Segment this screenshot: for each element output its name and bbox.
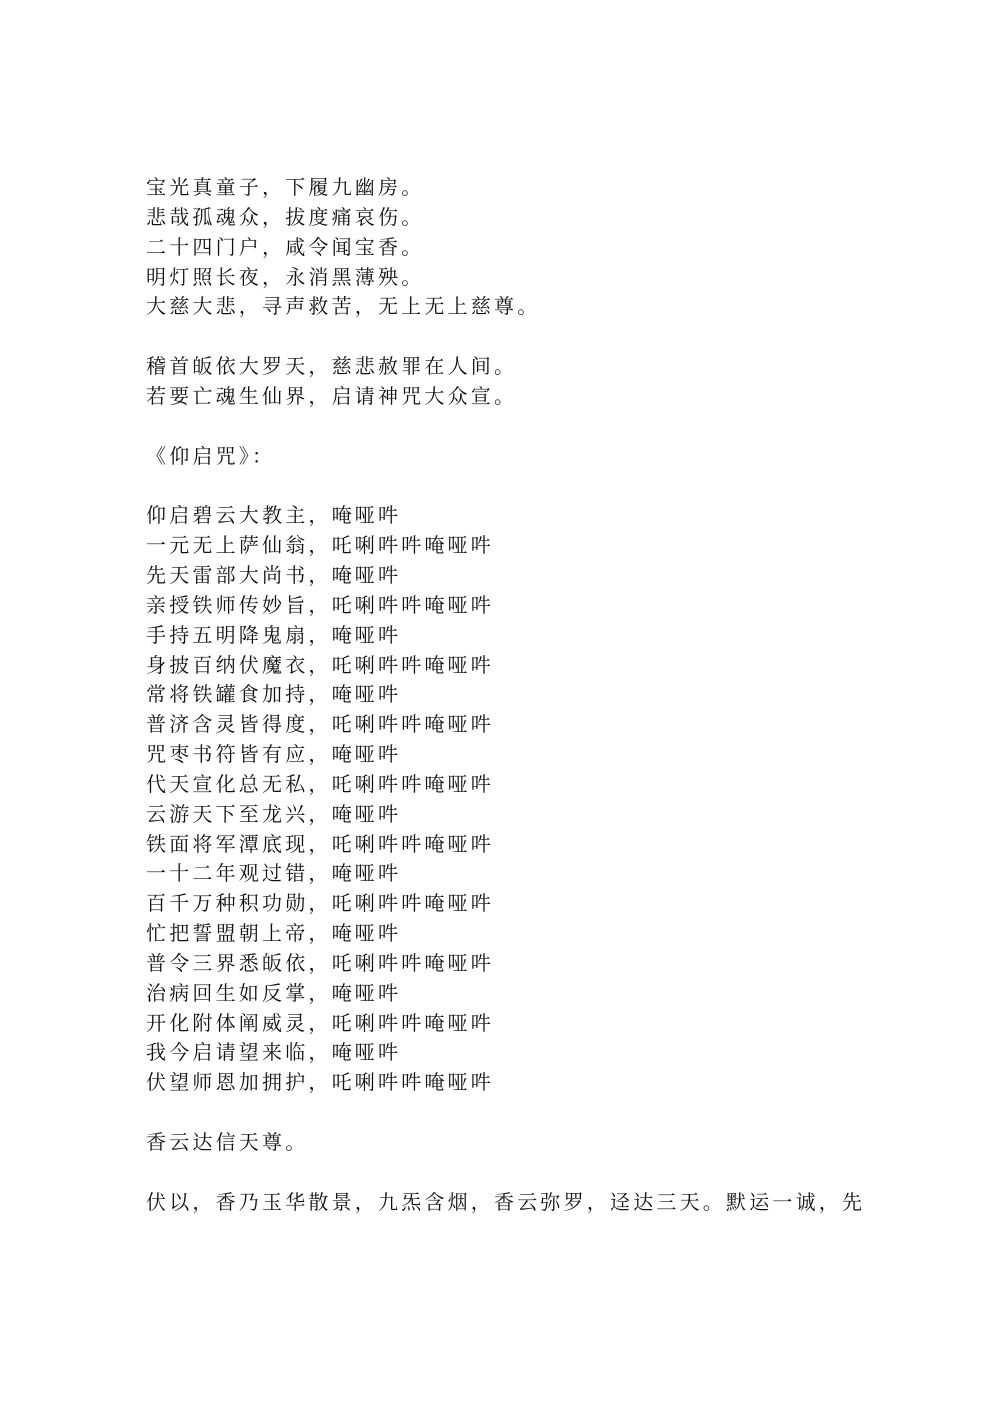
paragraph-gap [146, 322, 866, 352]
text-block [146, 501, 866, 1098]
text-line: 亲授铁师传妙旨，吒唎吽吽唵哑吽 [146, 592, 494, 617]
text-line: 普令三界悉皈依，吒唎吽吽唵哑吽 [146, 950, 494, 975]
text-line: 开化附体阐威灵，吒唎吽吽唵哑吽 [146, 1010, 494, 1035]
text-line: 仰启碧云大教主，唵哑吽 [146, 503, 402, 528]
paragraph-gap [146, 1158, 866, 1188]
text-line: 明灯照长夜，永消黑薄殃。 [146, 264, 425, 289]
text-line: 代天宣化总无私，吒唎吽吽唵哑吽 [146, 771, 494, 796]
text-line: 伏望师恩加拥护，吒唎吽吽唵哑吽 [146, 1070, 494, 1095]
text-line: 二十四门户，咸令闻宝香。 [146, 234, 425, 259]
text-line: 宝光真童子，下履九幽房。 [146, 175, 425, 199]
text-block [146, 1128, 866, 1158]
text-line: 先天雷部大尚书，唵哑吽 [146, 562, 402, 587]
text-line: 忙把誓盟朝上帝，唵哑吽 [146, 921, 402, 946]
text-line: 普济含灵皆得度，吒唎吽吽唵哑吽 [146, 712, 494, 737]
text-line: 我今启请望来临，唵哑吽 [146, 1040, 402, 1065]
text-block [146, 173, 866, 322]
text-line: 一元无上萨仙翁，吒唎吽吽唵哑吽 [146, 533, 494, 558]
text-line: 云游天下至龙兴，唵哑吽 [146, 801, 402, 826]
text-line: 治病回生如反掌，唵哑吽 [146, 980, 402, 1005]
text-line: 百千万种积功勋，吒唎吽吽唵哑吽 [146, 891, 494, 916]
text-line: 一十二年观过错，唵哑吽 [146, 861, 402, 886]
text-line: 稽首皈依大罗天，慈悲赦罪在人间。 [146, 354, 518, 379]
text-line: 身披百纳伏魔衣，吒唎吽吽唵哑吽 [146, 652, 494, 677]
text-line: 手持五明降鬼扇，唵哑吽 [146, 622, 402, 647]
text-line: 大慈大悲，寻声救苦，无上无上慈尊。 [146, 294, 541, 319]
text-block [146, 352, 866, 412]
document-page [146, 173, 866, 1218]
paragraph-gap [146, 1098, 866, 1128]
text-line: 悲哉孤魂众，拔度痛哀伤。 [146, 204, 425, 229]
paragraph-gap [146, 471, 866, 501]
text-block [146, 442, 866, 472]
text-line: 咒枣书符皆有应，唵哑吽 [146, 742, 402, 767]
text-line: 铁面将军潭底现，吒唎吽吽唵哑吽 [146, 831, 494, 856]
text-block [146, 1188, 866, 1218]
text-line: 常将铁罐食加持，唵哑吽 [146, 682, 402, 707]
text-line: 若要亡魂生仙界，启请神咒大众宣。 [146, 383, 518, 408]
paragraph-gap [146, 412, 866, 442]
text-line: 香云达信天尊。 [146, 1130, 309, 1154]
text-line: 《仰启咒》： [146, 443, 276, 468]
text-line: 伏以，香乃玉华散景，九炁含烟，香云弥罗，迳达三天。默运一诚，先 [146, 1189, 866, 1214]
